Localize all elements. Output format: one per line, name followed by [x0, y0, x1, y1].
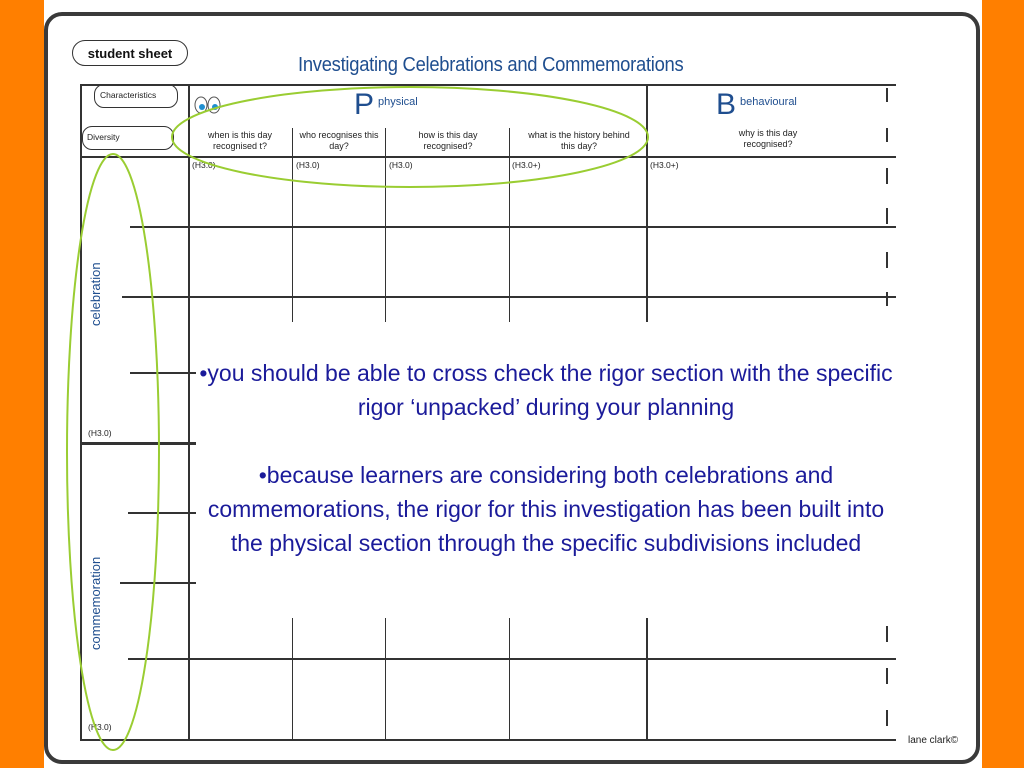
column-header-history: what is the history behind this day?	[528, 130, 630, 151]
column-tag: (H3.0+)	[650, 160, 679, 170]
note-bullet-rigor-crosscheck: •you should be able to cross check the rigor section with the specific rigor ‘unpacked’ during your planning	[199, 360, 893, 420]
row-label-commemoration: commemoration	[88, 556, 103, 650]
column-header-how: how is this day recognised?	[418, 130, 478, 151]
note-bullet-subdivisions: •because learners are considering both celebrations and commemorations, the rigor for this investigation has been built into the physical section through the specific subdivisions included	[207, 462, 885, 556]
row-tag: (H3.0)	[88, 722, 112, 732]
column-header-when: when is this day recognised t?	[207, 130, 273, 151]
column-header-why: why is this day recognised?	[738, 128, 798, 149]
row-labels-highlight	[67, 154, 159, 750]
physical-header-highlight	[172, 87, 648, 187]
row-tag: (H3.0)	[88, 428, 112, 438]
column-tag: (H3.0+)	[512, 160, 541, 170]
row-label-celebration: celebration	[88, 262, 103, 326]
behavioural-word: behavioural	[740, 96, 797, 108]
column-header-who: who recognises this day?	[299, 130, 379, 151]
note-overlay	[196, 322, 896, 618]
characteristics-key-label: Characteristics	[100, 90, 157, 100]
copyright-credit: lane clark©	[908, 735, 959, 746]
column-tag: (H3.0)	[192, 160, 216, 170]
diversity-key-label: Diversity	[87, 132, 120, 142]
physical-letter: P	[354, 88, 375, 121]
physical-word: physical	[378, 96, 418, 108]
column-tag: (H3.0)	[389, 160, 413, 170]
sheet-title: Investigating Celebrations and Commemorations	[298, 54, 684, 76]
student-sheet-label: student sheet	[72, 40, 188, 66]
column-tag: (H3.0)	[296, 160, 320, 170]
behavioural-letter: B	[716, 88, 737, 121]
